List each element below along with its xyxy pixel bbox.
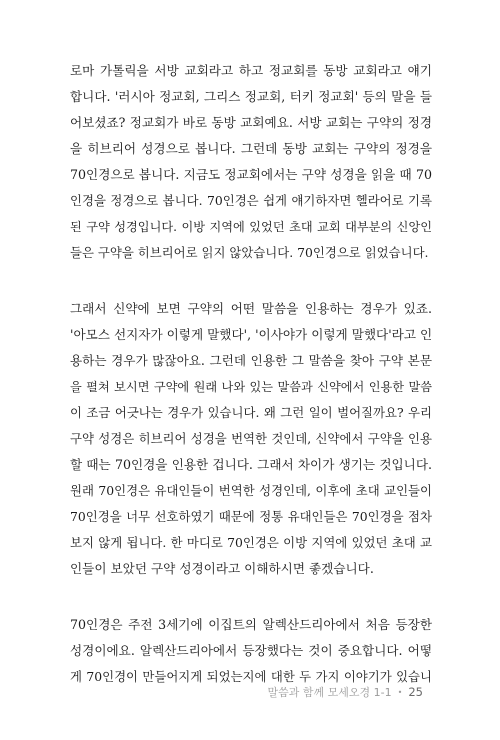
- text-line: 을 펼쳐 보시면 구약에 원래 나와 있는 말씀과 신약에서 인용한 말씀: [70, 380, 432, 394]
- text-line: 된 구약 성경입니다. 이방 지역에 있었던 초대 교회 대부분의 신앙인: [70, 220, 432, 234]
- running-title: 말씀과 함께 모세오경 1-1: [267, 686, 392, 699]
- text-line: 70인경을 너무 선호하였기 때문에 정통 유대인들은 70인경을 점차: [70, 509, 432, 524]
- body-text: [70, 58, 432, 690]
- text-line: 구약 성경은 히브리어 성경을 번역한 것인데, 신약에서 구약을 인용: [70, 431, 432, 446]
- text-line: 을 히브리어 성경으로 봅니다. 그런데 동방 교회는 구약의 정경을: [70, 141, 432, 156]
- text-line: 그래서 신약에 보면 구약의 어떤 말씀을 인용하는 경우가 있죠.: [70, 301, 432, 316]
- text-line: 성경이에요. 알렉산드리아에서 등장했다는 것이 중요합니다. 어떻: [70, 643, 432, 658]
- text-line: 원래 70인경은 유대인들이 번역한 성경인데, 이후에 초대 교인들이: [70, 483, 432, 498]
- text-line: 들은 구약을 히브리어로 읽지 않았습니다. 70인경으로 읽었습니다.: [70, 245, 429, 260]
- footer-separator: •: [397, 687, 403, 697]
- text-line: 어보셨죠? 정교회가 바로 동방 교회예요. 서방 교회는 구약의 정경: [70, 115, 432, 130]
- text-line: 인들이 보았던 구약 성경이라고 이해하시면 좋겠습니다.: [70, 561, 374, 576]
- text-line: 70인경으로 봅니다. 지금도 정교회에서는 구약 성경을 읽을 때 70: [70, 167, 432, 182]
- text-line: 로마 가톨릭을 서방 교회라고 하고 정교회를 동방 교회라고 얘기: [70, 63, 432, 78]
- text-line: 70인경은 주전 3세기에 이집트의 알렉산드리아에서 처음 등장한: [70, 617, 432, 632]
- page-number: 25: [408, 685, 423, 699]
- text-line: 합니다. '러시아 정교회, 그리스 정교회, 터키 정교회' 등의 말을 들: [70, 89, 432, 104]
- paragraph-2: [70, 296, 432, 582]
- text-line: 용하는 경우가 많잖아요. 그런데 인용한 그 말씀을 찾아 구약 본문: [70, 353, 432, 368]
- page-footer: [268, 684, 423, 700]
- text-line: 할 때는 70인경을 인용한 겁니다. 그래서 차이가 생기는 것입니다.: [70, 457, 432, 472]
- text-line: 게 70인경이 만들어지게 되었는지에 대한 두 가지 이야기가 있습니: [70, 669, 432, 684]
- paragraph-3: [70, 612, 432, 690]
- text-line: 이 조금 어긋나는 경우가 있습니다. 왜 그런 일이 벌어질까요? 우리: [70, 405, 432, 420]
- text-line: 보지 않게 됩니다. 한 마디로 70인경은 이방 지역에 있었던 초대 교: [70, 535, 432, 550]
- paragraph-1: [70, 58, 432, 266]
- text-line: 인경을 정경으로 봅니다. 70인경은 쉽게 얘기하자면 헬라어로 기록: [70, 193, 432, 208]
- text-line: '아모스 선지자가 이렇게 말했다', '이사야가 이렇게 말했다'라고 인: [70, 327, 433, 342]
